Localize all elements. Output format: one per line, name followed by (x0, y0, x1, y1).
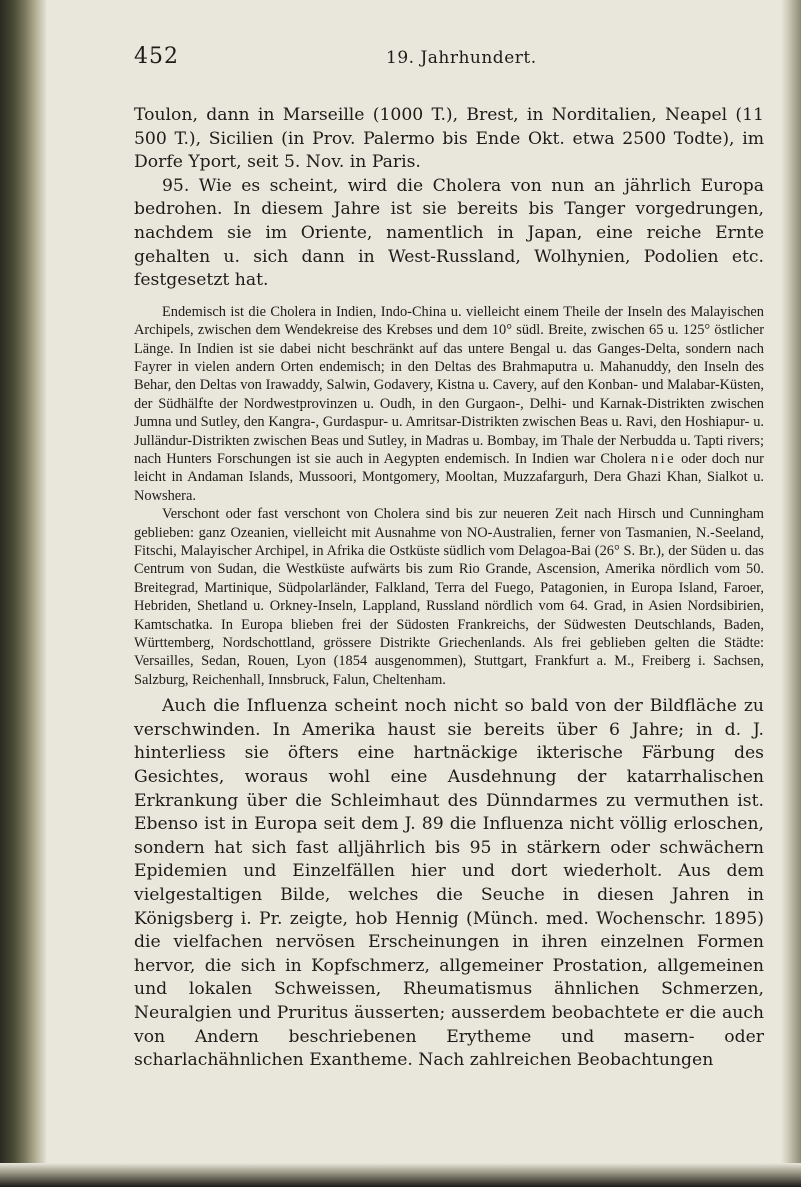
paragraph-endemisch (134, 303, 764, 505)
book-page (134, 44, 764, 1073)
emphasis-nie: nie (650, 451, 677, 467)
paragraph-toulon: Toulon, dann in Marseille (1000 T.), Brest, in Norditalien, Neapel (11 500 T.), Sicilien (in Prov. Palermo bis Ende Okt. etwa 2500 Todte), im Dorfe Yport, seit 5. Nov. in Paris. (134, 105, 764, 173)
endemisch-text-after: oder doch nur leicht in Andaman Islands, Mussoori, Montgomery, Mooltan, Muzzafargurh, Dera Ghazi Khan, Sialkot u. Nowshera. (134, 451, 764, 504)
page-number: 452 (134, 44, 179, 69)
page-edge-right (781, 0, 801, 1187)
paragraph-influenza: Auch die Influenza scheint noch nicht so bald von der Bildfläche zu verschwinden. In Amerika haust sie bereits über 6 Jahre; in d. J. hinterliess sie öfters eine hartnäckige ikterische Färbung des Gesichtes, woraus wohl eine Ausdehnung der katarrhalischen Erkrankung über die Schleimhaut des Dünndarmes zu vermuthen ist. Ebenso ist in Europa seit dem J. 89 die Influenza nicht völlig erloschen, sondern hat sich fast alljährlich bis 95 in stärkern oder schwächern Epidemien und Einzelfällen hier und dort wiederholt. Aus dem vielgestaltigen Bilde, welches die Seuche in diesen Jahren in Königsberg i. Pr. zeigte, hob Hennig (Münch. med. Wochenschr. 1895) die vielfachen nervösen Erscheinungen in ihren einzelnen Formen hervor, die sich in Kopfschmerz, allgemeiner Prostation, allgemeinen und lokalen Schweissen, Rheumatismus ähnlichen Schmerzen, Neuralgien und Pruritus äusserten; ausserdem beobachtete er die auch von Andern beschriebenen Erytheme und masern- oder scharlachähnlichen Exantheme. Nach zahlreichen Beobachtungen (134, 696, 764, 1071)
paragraph-verschont: Verschont oder fast verschont von Cholera sind bis zur neueren Zeit nach Hirsch und Cunningham geblieben: ganz Ozeanien, vielleicht mit Ausnahme von NO-Australien, ferner von Tasmanien, N.-Seeland, Fitschi, Malayischer Archipel, in Afrika die Ostküste südlich vom Delagoa-Bai (26° S. Br.), der Süden u. das Centrum von Sudan, die Westküste aufwärts bis zum Rio Grande, Ascension, Amerika nördlich vom 50. Breitegrad, Martinique, Südpolarländer, Falkland, Terra del Fuego, Patagonien, in Europa Island, Faroer, Hebriden, Shetland u. Orkney-Inseln, Lappland, Russland nördlich vom 64. Grad, in Asien Nordsibirien, Kamtschatka. In Europa blieben frei der Südosten Frankreichs, der Südwesten Deutschlands, Baden, Württemberg, Nordschottland, grössere Distrikte Griechenlands. Als frei geblieben gelten die Städte: Versailles, Sedan, Rouen, Lyon (1854 ausgenommen), Stuttgart, Frankfurt a. M., Freiberg i. Sachsen, Salzburg, Reichenhall, Innsbruck, Falun, Cheltenham. (134, 506, 764, 688)
page-edge-bottom (0, 1163, 801, 1187)
page-header (134, 44, 764, 74)
page-binding-shadow (0, 0, 46, 1187)
running-head: 19. Jahrhundert. (386, 48, 537, 68)
endemisch-text-before: Endemisch ist die Cholera in Indien, Indo-China u. vielleicht einem Theile der Inseln des Malayischen Archipels, zwischen dem Wendekreise des Krebses und dem 10° südl. Breite, zwischen 65 u. 125° östlicher Länge. In Indien ist sie dabei nicht beschränkt auf das untere Bengal u. das Ganges-Delta, sondern nach Fayrer in vielen andern Orten endemisch; in den Deltas des Brahmaputra u. Mahanuddy, den Inseln des Behar, den Deltas von Irawaddy, Salwin, Godavery, Kistna u. Cavery, auf den Konban- und Malabar-Küsten, der Südhälfte der Nordwestprovinzen u. Oudh, in den Gurgaon-, Delhi- und Karnak-Distrikten zwischen Jumna und Sutley, den Kangra-, Gurdaspur- u. Amritsar-Distrikten zwischen Beas u. Ravi, den Hoshiapur- u. Julländur-Distrikten zwischen Beas und Sutley, in Madras u. Bombay, im Thale der Nerbudda u. Tapti rivers; nach Hunters Forschungen ist sie auch in Aegypten endemisch. In Indien war Cholera (134, 303, 764, 467)
paragraph-95-cholera: 95. Wie es scheint, wird die Cholera von nun an jährlich Europa bedrohen. In diesem Jahre ist sie bereits bis Tanger vorgedrungen, nachdem sie im Oriente, namentlich in Japan, eine reiche Ernte gehalten u. sich dann in West-Russland, Wolhynien, Podolien etc. festgesetzt hat. (134, 175, 764, 291)
